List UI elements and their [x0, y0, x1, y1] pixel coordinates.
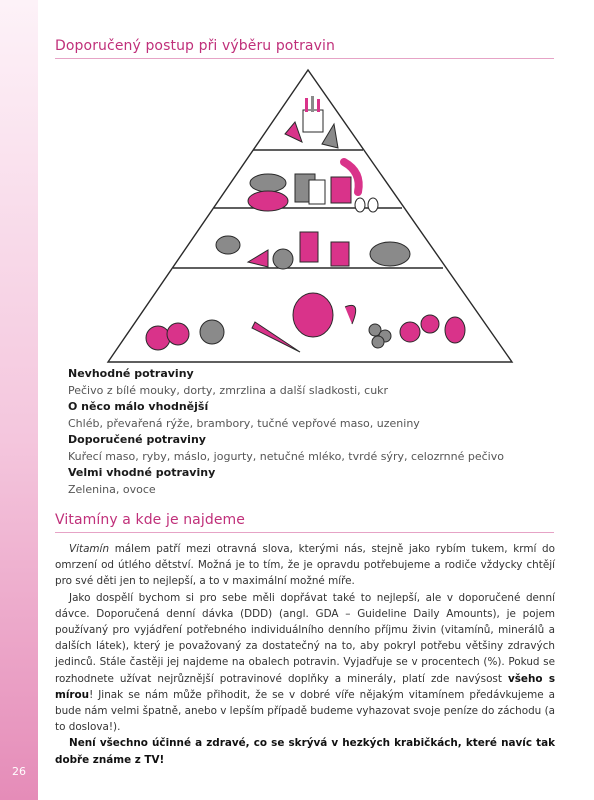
legend-category: O něco málo vhodnější	[68, 400, 209, 413]
page-side-strip	[0, 0, 38, 800]
legend-description: Zelenina, ovoce	[68, 482, 156, 496]
paragraph: Jako dospělí bychom si pro sebe měli dopřávat také to nejlepší, ale v doporučené denní dávce. Doporučená denní dávka (DDD) (angl. GDA – Guideline Daily Amounts), je pojem používaný pro vyjádření potřebného individuálního denního příjmu živin (vitamínů, minerálů a dalších látek), který je považovaný za dostatečný na to, aby pokryl potřebu většiny zdravých jedinců. Stále častěji jej najdeme na obalech potravin. Vyjadřuje se v procentech (%). Pokud se rozhodnete užívat nejrůznější potravinové doplňky a minerály, platí zde navýsost všeho s mírou! Jinak se nám může přihodit, že se v dobré víře nějakým vitamínem předávkujeme a bude nám velmi špatně, anebo v lepším případě budeme vyhazovat svoje peníze do záchodu (a to doslova!).	[55, 591, 556, 734]
legend-description: Pečivo z bílé mouky, dorty, zmrzlina a další sladkosti, cukr	[68, 383, 389, 397]
section-title-vitamins: Vitamíny a kde je najdeme	[55, 512, 245, 528]
legend-description: Chléb, převařená rýže, brambory, tučné vepřové maso, uzeniny	[68, 416, 420, 430]
vitamins-body-text	[55, 541, 555, 768]
food-pyramid-illustration	[100, 62, 520, 372]
legend-category: Velmi vhodné potraviny	[68, 466, 216, 479]
legend-category: Nevhodné potraviny	[68, 367, 194, 380]
section-title-food-guide: Doporučený postup při výběru potravin	[55, 38, 335, 54]
closing-statement: Není všechno účinné a zdravé, co se skrývá v hezkých krabičkách, které navíc tak dobře známe z TV!	[55, 737, 555, 766]
section-rule	[55, 532, 554, 533]
pyramid-legend	[68, 366, 548, 498]
emphasis-bold: všeho s mírou	[55, 672, 556, 701]
page-number: 26	[12, 765, 26, 778]
section-rule	[55, 58, 554, 59]
paragraph: Vitamín málem patří mezi otravná slova, kterými nás, stejně jako rybím tukem, krmí do omrzení od útlého dětství. Možná je to tím, že je opravdu potřebujeme a rodiče vždycky chtějí pro své děti jen to nejlepší, a to v maximální možné míře.	[55, 543, 555, 588]
legend-description: Kuřecí maso, ryby, máslo, jogurty, netučné mléko, tvrdé sýry, celozrnné pečivo	[68, 449, 504, 463]
emphasis-term: Vitamín	[69, 543, 110, 555]
paragraph	[55, 735, 555, 767]
legend-category: Doporučené potraviny	[68, 433, 206, 446]
